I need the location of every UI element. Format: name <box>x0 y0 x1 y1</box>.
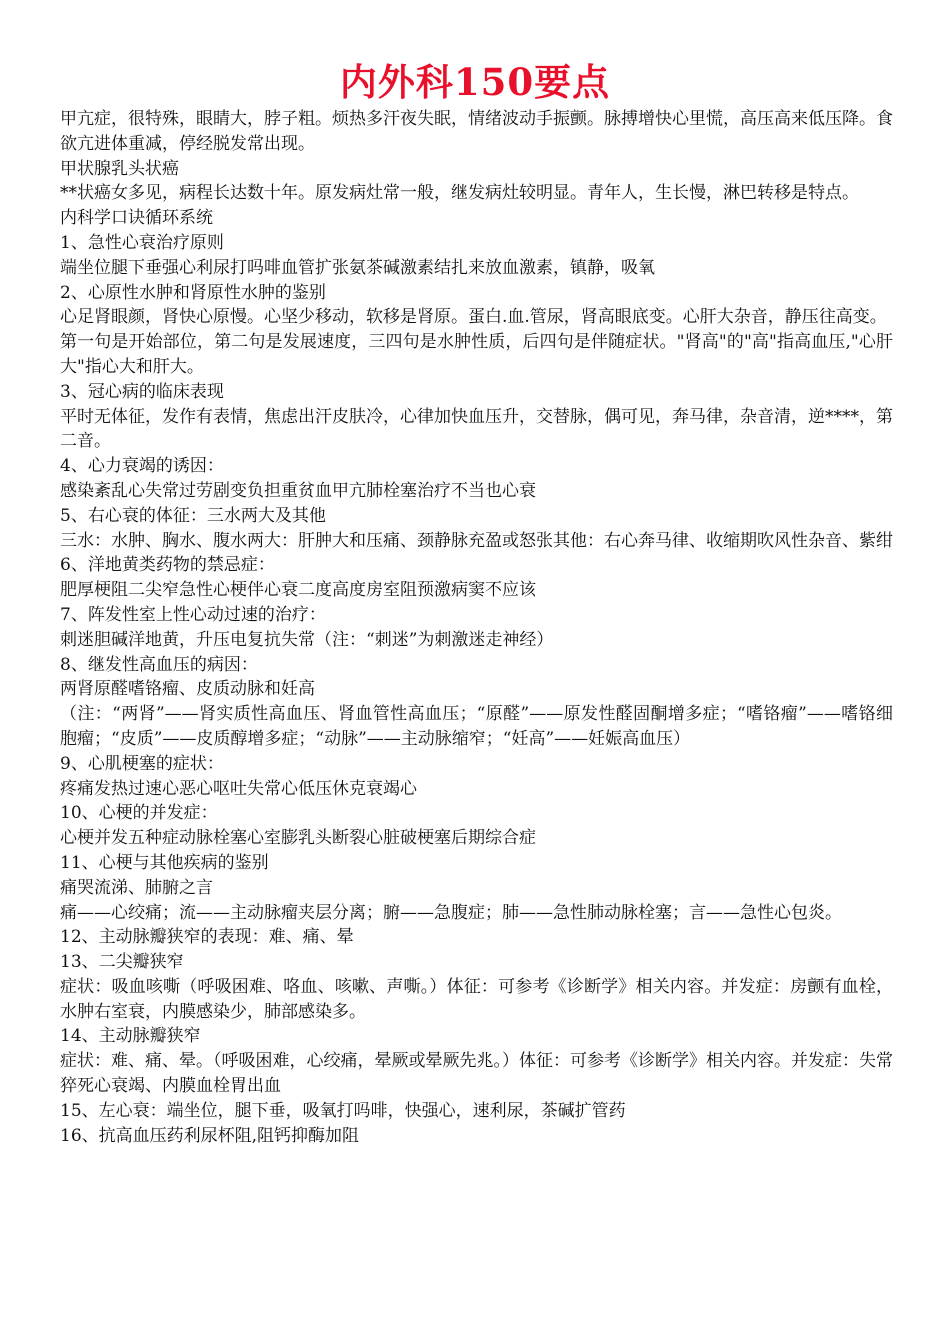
paragraph: 11、心梗与其他疾病的鉴别 <box>60 852 269 873</box>
paragraph: 10、心梗的并发症： <box>60 803 218 824</box>
paragraph: **状癌女多见，病程长达数十年。原发病灶常一般，继发病灶较明显。青年人，生长慢，淋巴转移是特点。 <box>60 183 859 204</box>
paragraph: 3、冠心病的临床表现 <box>60 381 224 402</box>
paragraph: 13、二尖瓣狭窄 <box>60 952 184 973</box>
paragraph: 痛哭流涕、肺腑之言 <box>60 877 213 898</box>
paragraph: 三水：水肿、胸水、腹水两大：肝肿大和压痛、颈静脉充盈或怒张其他：右心奔马律、收缩期吹风性杂音、紫绀 <box>60 530 893 551</box>
paragraph: 15、左心衰：端坐位，腿下垂，吸氧打吗啡，快强心，速利尿，茶碱扩管药 <box>60 1100 626 1121</box>
paragraph: 1、急性心衰治疗原则 <box>60 232 224 253</box>
paragraph: 2、心原性水肿和肾原性水肿的鉴别 <box>60 282 326 303</box>
paragraph: 感染紊乱心失常过劳剧变负担重贫血甲亢肺栓塞治疗不当也心衰 <box>60 480 536 501</box>
paragraph: 端坐位腿下垂强心利尿打吗啡血管扩张氨茶碱激素结扎来放血激素，镇静，吸氧 <box>60 257 655 278</box>
paragraph: 6、洋地黄类药物的禁忌症： <box>60 555 275 576</box>
paragraph: 心足肾眼颜，肾快心原慢。心坚少移动，软移是肾原。蛋白.血.管尿，肾高眼底变。心肝大杂音，静压往高变。 <box>60 307 887 328</box>
paragraph: 痛——心绞痛；流——主动脉瘤夹层分离；腑——急腹症；肺——急性肺动脉栓塞；言——急性心包炎。 <box>60 902 842 923</box>
paragraph: 甲状腺乳头状癌 <box>60 158 179 179</box>
paragraph: 甲亢症，很特殊，眼睛大，脖子粗。烦热多汗夜失眠，情绪波动手振颤。脉搏增快心里慌，高压高来低压降。食欲亢进体重减，停经脱发常出现。 <box>60 109 893 154</box>
paragraph: 5、右心衰的体征：三水两大及其他 <box>60 505 326 526</box>
paragraph: 16、抗高血压药利尿杯阻,阻钙抑酶加阻 <box>60 1125 360 1146</box>
document-title: 内外科150要点 <box>339 60 611 104</box>
paragraph: （注：“两肾”——肾实质性高血压、肾血管性高血压；“原醛”——原发性醛固酮增多症；“嗜铬瘤”——嗜铬细胞瘤；“皮质”——皮质醇增多症；“动脉”——主动脉缩窄；“妊高”——妊娠高血压） <box>60 704 893 749</box>
paragraph: 肥厚梗阻二尖窄急性心梗伴心衰二度高度房室阻预激病窦不应该 <box>60 580 536 601</box>
paragraph: 平时无体征，发作有表情，焦虑出汗皮肤冷，心律加快血压升，交替脉，偶可见，奔马律，杂音清，逆****，第二音。 <box>60 406 893 452</box>
paragraph: 刺迷胆碱洋地黄，升压电复抗失常（注：“刺迷”为刺激迷走神经） <box>60 629 554 650</box>
document-body <box>60 107 893 1148</box>
paragraph: 两肾原醛嗜铬瘤、皮质动脉和妊高 <box>60 679 315 700</box>
paragraph: 第一句是开始部位，第二句是发展速度，三四句是水肿性质，后四句是伴随症状。"肾高"的"高"指高血压,"心肝大"指心大和肝大。 <box>60 332 893 377</box>
paragraph: 疼痛发热过速心恶心呕吐失常心低压休克衰竭心 <box>60 778 417 799</box>
paragraph: 4、心力衰竭的诱因： <box>60 456 224 477</box>
paragraph: 症状：难、痛、晕。（呼吸困难，心绞痛，晕厥或晕厥先兆。）体征：可参考《诊断学》相关内容。并发症：失常猝死心衰竭、内膜血栓胃出血 <box>60 1051 893 1097</box>
paragraph: 12、主动脉瓣狭窄的表现：难、痛、晕 <box>60 927 354 948</box>
paragraph: 7、阵发性室上性心动过速的治疗： <box>60 604 326 625</box>
paragraph: 9、心肌梗塞的症状： <box>60 753 224 774</box>
paragraph: 8、继发性高血压的病因： <box>60 654 258 675</box>
paragraph: 症状：吸血咳嘶（呼吸困难、咯血、咳嗽、声嘶。）体征：可参考《诊断学》相关内容。并发症：房颤有血栓，水肿右室衰，内膜感染少，肺部感染多。 <box>60 976 893 1022</box>
paragraph: 14、主动脉瓣狭窄 <box>60 1026 201 1047</box>
paragraph: 心梗并发五种症动脉栓塞心室膨乳头断裂心脏破梗塞后期综合症 <box>60 828 536 849</box>
paragraph: 内科学口诀循环系统 <box>60 208 213 229</box>
